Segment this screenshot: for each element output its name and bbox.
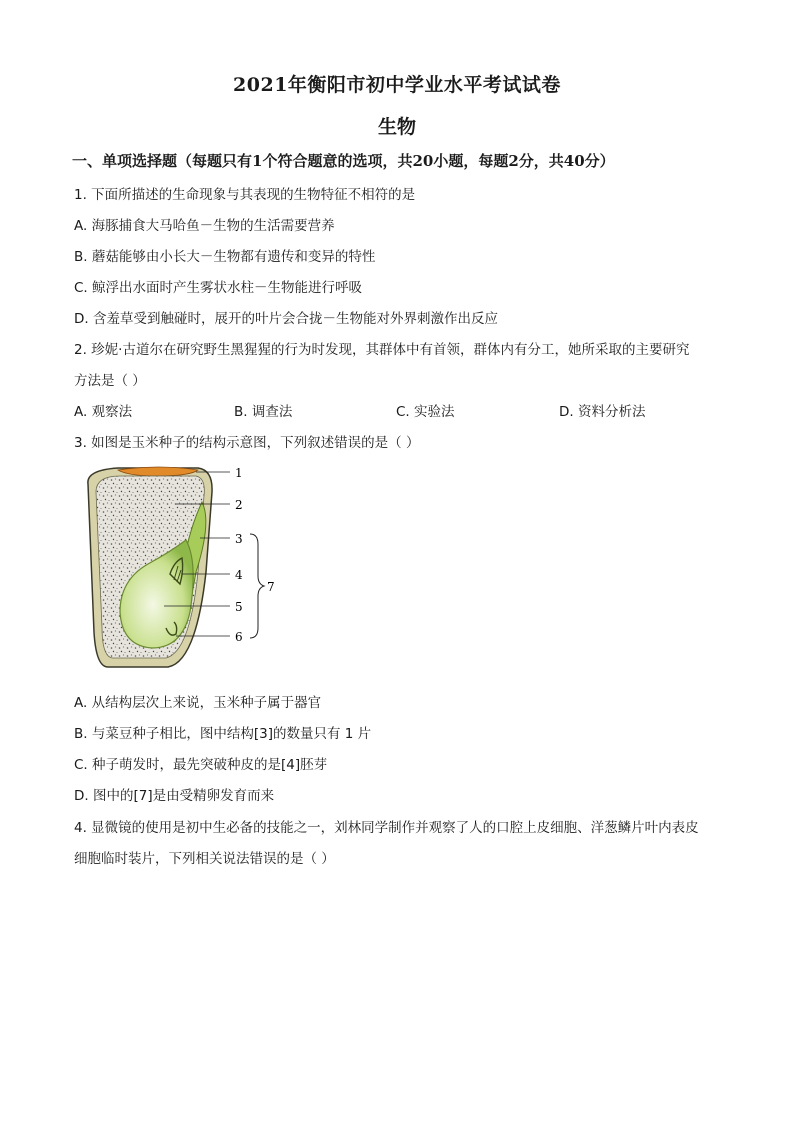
- q2-stem-line2: 方法是（ ）: [74, 373, 146, 389]
- figure-label-5: 5: [235, 600, 243, 614]
- q1-option-b: B. 蘑菇能够由小长大－生物都有遗传和变异的特性: [74, 249, 376, 265]
- q2-option-d: D. 资料分析法: [559, 404, 646, 420]
- embryo-brace: [250, 534, 264, 638]
- q2-option-c: C. 实验法: [396, 404, 455, 420]
- q3-option-a: A. 从结构层次上来说，玉米种子属于器官: [74, 695, 322, 711]
- exam-subject: 生物: [377, 116, 416, 138]
- corn-seed-diagram: [78, 462, 288, 672]
- q1-option-d: D. 含羞草受到触碰时，展开的叶片会合拢－生物能对外界刺激作出反应: [74, 311, 498, 327]
- q4-stem-line1: 4. 显微镜的使用是初中生必备的技能之一，刘林同学制作并观察了人的口腔上皮细胞、洋葱鳞片叶内表皮: [74, 820, 699, 836]
- figure-label-7: 7: [267, 580, 275, 594]
- q3-option-c: C. 种子萌发时，最先突破种皮的是[4]胚芽: [74, 757, 328, 773]
- section-heading: 一、单项选择题（每题只有1个符合题意的选项，共20小题，每题2分，共40分）: [72, 152, 615, 170]
- figure-label-1: 1: [235, 466, 243, 480]
- q2-option-a: A. 观察法: [74, 404, 133, 420]
- q2-option-b: B. 调查法: [234, 404, 293, 420]
- figure-label-4: 4: [235, 568, 243, 582]
- figure-label-6: 6: [235, 630, 243, 644]
- q1-option-a: A. 海豚捕食大马哈鱼－生物的生活需要营养: [74, 218, 335, 234]
- figure-label-3: 3: [235, 532, 243, 546]
- q1-option-c: C. 鲸浮出水面时产生雾状水柱－生物能进行呼吸: [74, 280, 363, 296]
- q3-stem: 3. 如图是玉米种子的结构示意图，下列叙述错误的是（ ）: [74, 435, 420, 451]
- q2-stem-line1: 2. 珍妮·古道尔在研究野生黑猩猩的行为时发现，其群体中有首领，群体内有分工，她所采取的主要研究: [74, 342, 690, 358]
- figure-label-2: 2: [235, 498, 243, 512]
- exam-title: 2021年衡阳市初中学业水平考试试卷: [233, 74, 561, 96]
- q3-option-d: D. 图中的[7]是由受精卵发育而来: [74, 788, 275, 804]
- q1-stem: 1. 下面所描述的生命现象与其表现的生物特征不相符的是: [74, 187, 416, 203]
- q3-option-b: B. 与菜豆种子相比，图中结构[3]的数量只有 1 片: [74, 726, 372, 742]
- q4-stem-line2: 细胞临时装片，下列相关说法错误的是（ ）: [74, 851, 335, 867]
